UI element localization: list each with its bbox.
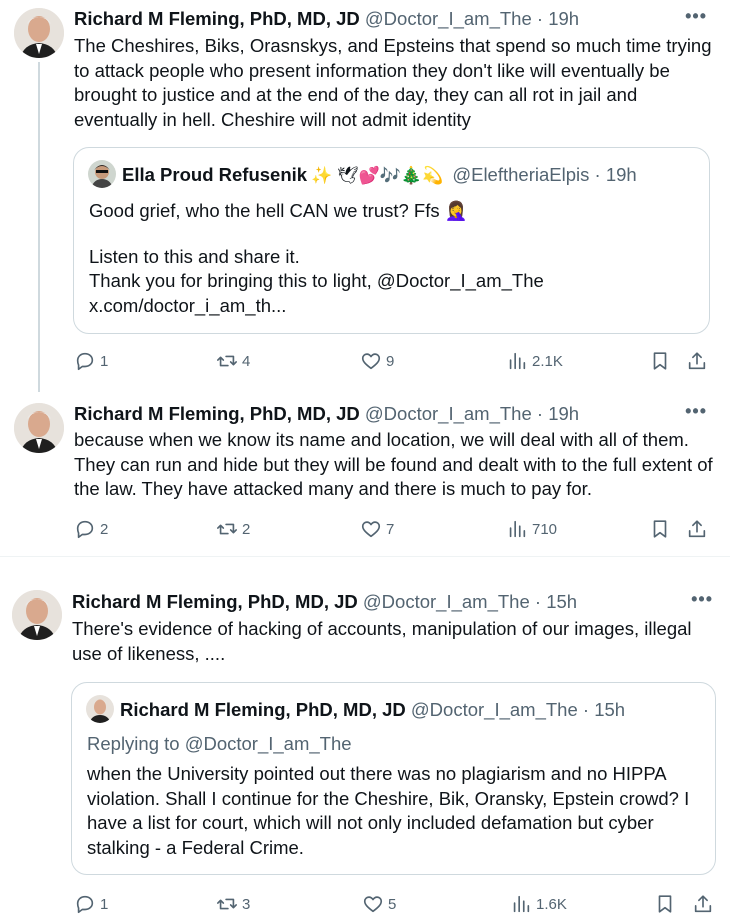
separator-dot: · — [531, 8, 549, 29]
like-count: 7 — [386, 520, 395, 538]
share-icon — [686, 350, 708, 372]
reply-icon — [74, 350, 96, 372]
reply-button[interactable] — [74, 346, 108, 376]
quoted-text: when the University pointed out there was no plagiarism and no HIPPA violation. Shall I continue for the Cheshire, Bik, Oransky, Epstein crowd? I have a list for court, which will not only included defamation but cyber stalking - a Federal Crime. — [87, 763, 690, 858]
separator-dot: · — [529, 591, 547, 612]
like-button[interactable] — [360, 514, 394, 544]
reply-icon — [74, 893, 96, 915]
reply-button[interactable] — [74, 889, 108, 918]
bookmark-button[interactable] — [649, 514, 671, 544]
separator-dot: · — [577, 699, 595, 720]
reply-count: 1 — [100, 352, 109, 370]
post-timestamp[interactable]: 19h — [548, 403, 580, 424]
views-icon — [510, 893, 532, 915]
like-button[interactable] — [360, 346, 394, 376]
separator-dot: · — [531, 403, 549, 424]
like-count: 5 — [388, 895, 397, 913]
display-name-emojis: ✨ 🕊💕🎶🎄💫 — [311, 166, 444, 185]
post-2[interactable] — [0, 395, 730, 555]
post-header — [72, 590, 577, 614]
views-button[interactable] — [506, 514, 557, 544]
repost-count: 3 — [242, 895, 251, 913]
author-name[interactable]: Richard M Fleming, PhD, MD, JD — [72, 591, 358, 612]
avatar — [86, 695, 114, 723]
quoted-author-handle: @Doctor_I_am_The — [410, 699, 578, 720]
bookmark-button[interactable] — [654, 889, 676, 918]
post-header — [74, 7, 579, 31]
views-button[interactable] — [510, 889, 567, 918]
post-1[interactable] — [0, 0, 730, 395]
replying-to-label[interactable]: Replying to @Doctor_I_am_The — [87, 733, 352, 754]
like-icon — [360, 518, 382, 540]
post-text: There's evidence of hacking of accounts, manipulation of our images, illegal use of likeness, .... — [72, 618, 692, 664]
author-name[interactable]: Richard M Fleming, PhD, MD, JD — [74, 403, 360, 424]
quoted-author-name: Richard M Fleming, PhD, MD, JD — [120, 699, 406, 720]
quoted-link[interactable]: x.com/doctor_i_am_th... — [89, 295, 287, 316]
reply-count: 2 — [100, 520, 109, 538]
repost-button[interactable] — [216, 514, 250, 544]
repost-icon — [216, 350, 238, 372]
quoted-author-name: Ella Proud Refusenik — [122, 164, 308, 185]
quoted-post-header — [86, 697, 625, 725]
reply-button[interactable] — [74, 514, 108, 544]
more-options-icon[interactable]: ••• — [685, 401, 707, 421]
quoted-author-handle: @EleftheriaElpis — [452, 164, 590, 185]
separator-dot: · — [589, 164, 606, 185]
quoted-post[interactable] — [71, 682, 716, 875]
quoted-text-line: Thank you for bringing this to light, @Doctor_I_am_The — [89, 270, 544, 291]
share-icon — [692, 893, 714, 915]
bookmark-button[interactable] — [649, 346, 671, 376]
reply-count: 1 — [100, 895, 109, 913]
view-count: 1.6K — [536, 895, 567, 913]
action-bar — [0, 346, 730, 376]
like-button[interactable] — [362, 889, 396, 918]
post-timestamp[interactable]: 15h — [546, 591, 578, 612]
share-button[interactable] — [686, 346, 708, 376]
quoted-timestamp: 15h — [594, 699, 626, 720]
action-bar — [0, 889, 730, 918]
view-count: 710 — [532, 520, 558, 538]
repost-count: 4 — [242, 352, 251, 370]
reply-icon — [74, 518, 96, 540]
post-text: The Cheshires, Biks, Orasnskys, and Epsteins that spend so much time trying to attack people who present information they don't like will eventually be brought to justice and at the end of the day, they can all rot in jail and eventually in hell. Cheshire will not admit identity — [74, 35, 712, 130]
avatar[interactable] — [14, 403, 64, 453]
like-icon — [360, 350, 382, 372]
share-icon — [686, 518, 708, 540]
author-name[interactable]: Richard M Fleming, PhD, MD, JD — [74, 8, 360, 29]
post-header — [74, 402, 579, 426]
views-icon — [506, 518, 528, 540]
author-handle[interactable]: @Doctor_I_am_The — [364, 403, 532, 424]
quoted-post-header — [88, 162, 637, 190]
like-icon — [362, 893, 384, 915]
avatar — [88, 160, 116, 188]
share-button[interactable] — [686, 514, 708, 544]
repost-count: 2 — [242, 520, 251, 538]
view-count: 2.1K — [532, 352, 563, 370]
post-text: because when we know its name and location, we will deal with all of them. They can run and hide but they will be found and dealt with to the full extent of the law. They have attacked many and there is much to pay for. — [74, 429, 713, 499]
post-3[interactable] — [0, 584, 730, 918]
more-options-icon[interactable]: ••• — [685, 6, 707, 26]
author-handle[interactable]: @Doctor_I_am_The — [364, 8, 532, 29]
share-button[interactable] — [692, 889, 714, 918]
bookmark-icon — [649, 350, 671, 372]
quoted-timestamp: 19h — [605, 164, 637, 185]
repost-button[interactable] — [216, 889, 250, 918]
post-divider — [0, 556, 730, 557]
repost-button[interactable] — [216, 346, 250, 376]
action-bar — [0, 514, 730, 544]
avatar[interactable] — [12, 590, 62, 640]
avatar[interactable] — [14, 8, 64, 58]
more-options-icon[interactable]: ••• — [691, 589, 713, 609]
repost-icon — [216, 518, 238, 540]
post-timestamp[interactable]: 19h — [548, 8, 580, 29]
quoted-post[interactable] — [73, 147, 710, 334]
views-button[interactable] — [506, 346, 563, 376]
author-handle[interactable]: @Doctor_I_am_The — [362, 591, 530, 612]
quoted-text-line: Good grief, who the hell CAN we trust? Ffs 🤦‍♀️ — [89, 200, 468, 221]
bookmark-icon — [649, 518, 671, 540]
bookmark-icon — [654, 893, 676, 915]
like-count: 9 — [386, 352, 395, 370]
repost-icon — [216, 893, 238, 915]
views-icon — [506, 350, 528, 372]
quoted-text-line: Listen to this and share it. — [89, 246, 300, 267]
